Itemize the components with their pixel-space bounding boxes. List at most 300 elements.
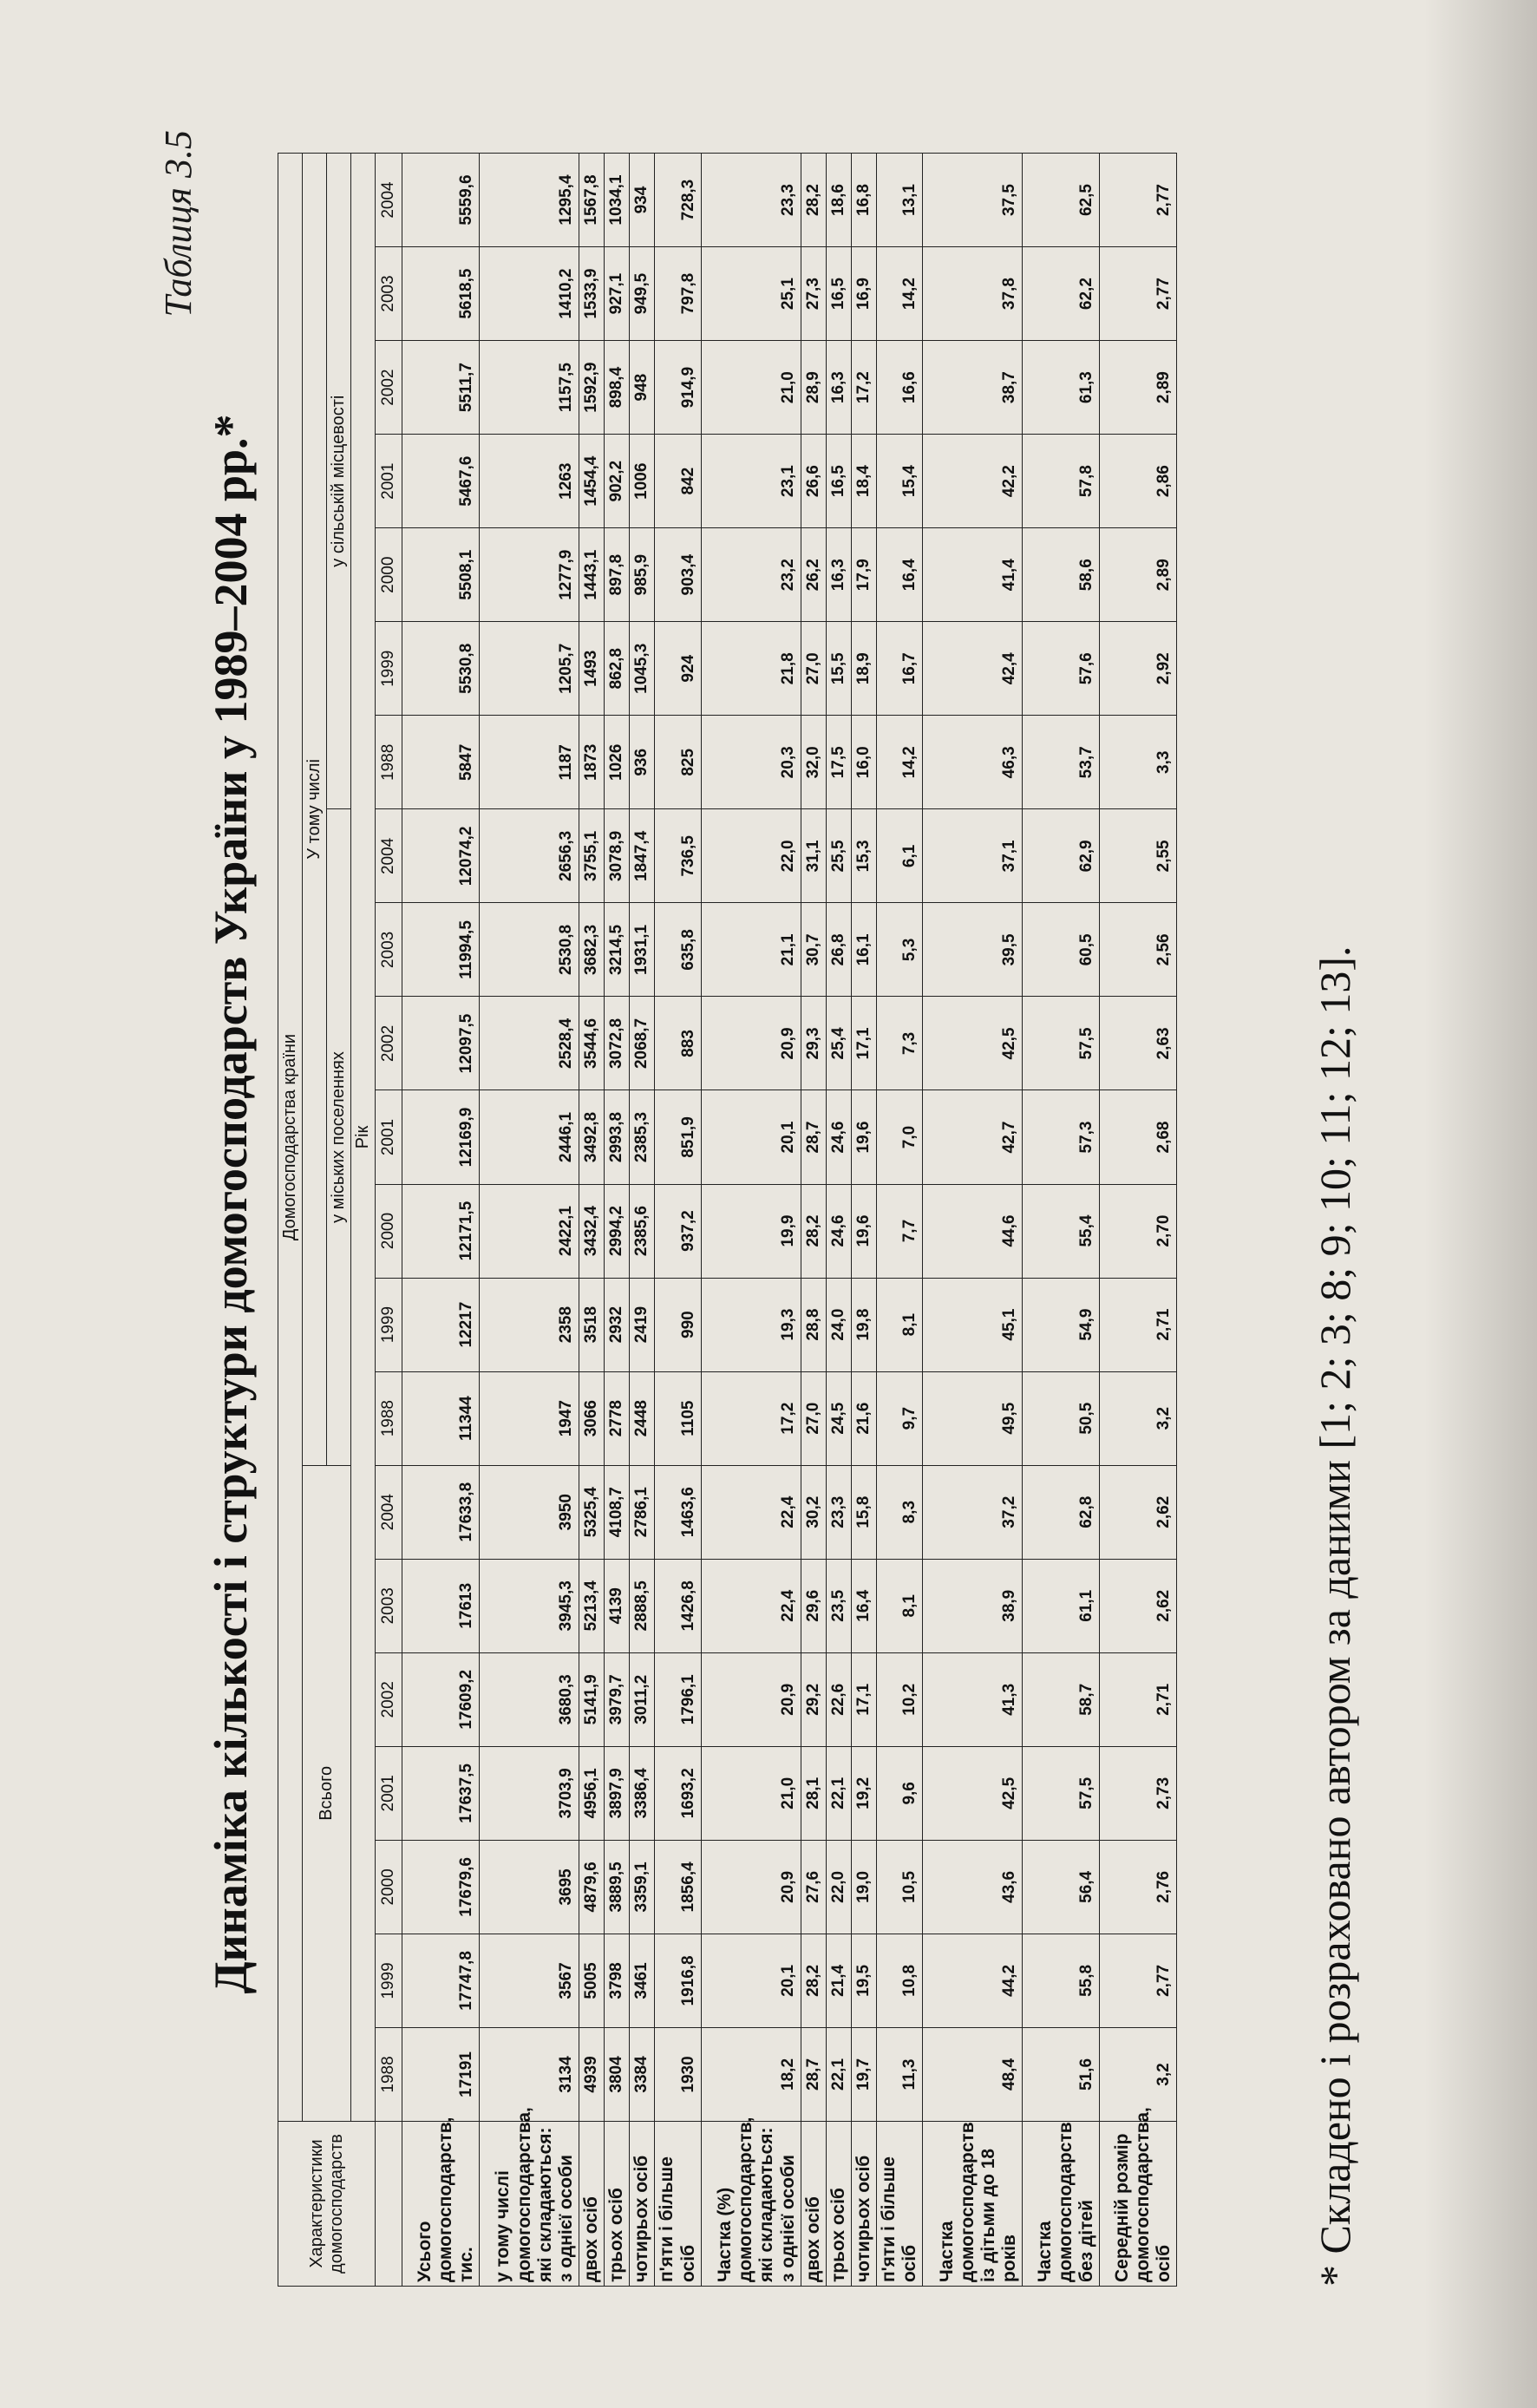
table-row: [877, 154, 923, 2287]
table-cell: 1947: [480, 1371, 579, 1465]
table-cell: 3518: [579, 1278, 605, 1371]
table-cell: 897,8: [605, 528, 630, 622]
table-cell: 1493: [579, 622, 605, 716]
table-cell: 23,1: [701, 435, 801, 528]
table-cell: 5530,8: [402, 622, 480, 716]
table-cell: 5213,4: [579, 1559, 605, 1652]
table-cell: 23,5: [826, 1559, 851, 1652]
row-label: трьох осіб: [826, 2122, 851, 2287]
table-cell: 21,6: [851, 1371, 876, 1465]
table-row: [480, 154, 579, 2287]
year-header-cell: 2002: [376, 997, 402, 1090]
table-cell: 3,2: [1100, 1371, 1177, 1465]
table-cell: 12169,9: [402, 1090, 480, 1184]
table-cell: 16,4: [877, 528, 923, 622]
households-table: [278, 153, 1177, 2287]
table-cell: 17191: [402, 2027, 480, 2121]
table-cell: 5847: [402, 716, 480, 809]
table-cell: 3544,6: [579, 997, 605, 1090]
table-cell: 2778: [605, 1371, 630, 1465]
table-cell: 12217: [402, 1278, 480, 1371]
table-cell: 39,5: [923, 903, 1023, 997]
table-cell: 18,9: [851, 622, 876, 716]
table-cell: 842: [655, 435, 701, 528]
table-cell: 3897,9: [605, 1746, 630, 1840]
table-cell: 862,8: [605, 622, 630, 716]
row-label: п'яти і більше осіб: [655, 2122, 701, 2287]
table-cell: 5559,6: [402, 154, 480, 247]
table-cell: 21,1: [701, 903, 801, 997]
year-header-cell: 2002: [376, 341, 402, 435]
table-cell: 3798: [605, 1934, 630, 2027]
table-cell: 22,0: [701, 809, 801, 903]
table-cell: 24,0: [826, 1278, 851, 1371]
table-cell: 2,71: [1100, 1652, 1177, 1746]
table-cell: 1105: [655, 1371, 701, 1465]
table-cell: 3078,9: [605, 809, 630, 903]
table-cell: 57,5: [1023, 1746, 1100, 1840]
table-cell: 51,6: [1023, 2027, 1100, 2121]
table-cell: 5141,9: [579, 1652, 605, 1746]
table-cell: 948: [630, 341, 655, 435]
table-cell: 19,2: [851, 1746, 876, 1840]
table-cell: 50,5: [1023, 1371, 1100, 1465]
year-header-cell: 1999: [376, 1278, 402, 1371]
table-cell: 28,2: [801, 1184, 826, 1278]
row-label: у тому числі домогосподарства, які складаються: з однієї особи: [480, 2122, 579, 2287]
year-header-cell: 1999: [376, 1934, 402, 2027]
table-cell: 42,4: [923, 622, 1023, 716]
table-cell: 42,7: [923, 1090, 1023, 1184]
table-cell: 797,8: [655, 247, 701, 341]
table-cell: 46,3: [923, 716, 1023, 809]
header-urban: у міських поселеннях: [327, 809, 351, 1465]
table-cell: 32,0: [801, 716, 826, 809]
table-cell: 21,0: [701, 1746, 801, 1840]
table-row: [1100, 154, 1177, 2287]
table-cell: 23,3: [701, 154, 801, 247]
table-cell: 2,62: [1100, 1559, 1177, 1652]
table-cell: 1796,1: [655, 1652, 701, 1746]
table-cell: 7,3: [877, 997, 923, 1090]
table-cell: 58,7: [1023, 1652, 1100, 1746]
row-label: двох осіб: [801, 2122, 826, 2287]
table-cell: 42,5: [923, 1746, 1023, 1840]
table-cell: 29,6: [801, 1559, 826, 1652]
table-cell: 2448: [630, 1371, 655, 1465]
table-cell: 17,2: [701, 1371, 801, 1465]
table-cell: 56,4: [1023, 1840, 1100, 1934]
table-cell: 2419: [630, 1278, 655, 1371]
table-cell: 16,3: [826, 528, 851, 622]
table-cell: 898,4: [605, 341, 630, 435]
table-cell: 17679,6: [402, 1840, 480, 1934]
row-label: Частка (%) домогосподарств, які складаються: з однієї особи: [701, 2122, 801, 2287]
table-cell: 37,5: [923, 154, 1023, 247]
table-cell: 927,1: [605, 247, 630, 341]
row-label: Середній розмір домогосподарства, осіб: [1100, 2122, 1177, 2287]
table-cell: 4139: [605, 1559, 630, 1652]
table-cell: 4939: [579, 2027, 605, 2121]
table-cell: 10,8: [877, 1934, 923, 2027]
table-cell: 27,6: [801, 1840, 826, 1934]
row-label: двох осіб: [579, 2122, 605, 2287]
table-cell: 1426,8: [655, 1559, 701, 1652]
table-cell: 42,5: [923, 997, 1023, 1090]
header-blank: [376, 2122, 402, 2287]
table-cell: 2,55: [1100, 809, 1177, 903]
table-cell: 41,4: [923, 528, 1023, 622]
table-cell: 1931,1: [630, 903, 655, 997]
year-header-cell: 2004: [376, 154, 402, 247]
table-cell: 3680,3: [480, 1652, 579, 1746]
year-header-cell: 2001: [376, 1090, 402, 1184]
table-cell: 2,77: [1100, 154, 1177, 247]
table-cell: 4956,1: [579, 1746, 605, 1840]
table-cell: 2385,3: [630, 1090, 655, 1184]
table-cell: 57,5: [1023, 997, 1100, 1090]
table-cell: 25,4: [826, 997, 851, 1090]
table-cell: 9,6: [877, 1746, 923, 1840]
year-header-cell: 2002: [376, 1652, 402, 1746]
table-cell: 42,2: [923, 435, 1023, 528]
table-cell: 16,3: [826, 341, 851, 435]
table-cell: 37,8: [923, 247, 1023, 341]
row-label: Частка домогосподарств із дітьми до 18 років: [923, 2122, 1023, 2287]
table-cell: 22,1: [826, 2027, 851, 2121]
table-row: [402, 154, 480, 2287]
table-cell: 936: [630, 716, 655, 809]
table-cell: 28,2: [801, 1934, 826, 2027]
table-cell: 16,5: [826, 435, 851, 528]
header-rural: у сільській місцевості: [327, 154, 351, 809]
header-including: У тому числі: [303, 154, 327, 1466]
table-cell: 62,5: [1023, 154, 1100, 247]
table-cell: 2,89: [1100, 528, 1177, 622]
table-cell: 43,6: [923, 1840, 1023, 1934]
table-cell: 38,7: [923, 341, 1023, 435]
row-label: трьох осіб: [605, 2122, 630, 2287]
year-header-cell: 1999: [376, 622, 402, 716]
table-cell: 22,4: [701, 1465, 801, 1559]
table-cell: 25,1: [701, 247, 801, 341]
table-cell: 20,1: [701, 1934, 801, 2027]
table-cell: 3,3: [1100, 716, 1177, 809]
table-cell: 28,2: [801, 154, 826, 247]
table-cell: 20,3: [701, 716, 801, 809]
row-label: п'яти і більше осіб: [877, 2122, 923, 2287]
table-cell: 19,9: [701, 1184, 801, 1278]
table-label: Таблиця 3.5: [157, 130, 199, 317]
table-cell: 57,3: [1023, 1090, 1100, 1184]
table-cell: 19,3: [701, 1278, 801, 1371]
table-cell: 41,3: [923, 1652, 1023, 1746]
table-cell: 28,1: [801, 1746, 826, 1840]
table-cell: 15,5: [826, 622, 851, 716]
table-cell: 11344: [402, 1371, 480, 1465]
table-cell: 3945,3: [480, 1559, 579, 1652]
table-cell: 10,2: [877, 1652, 923, 1746]
table-cell: 4879,6: [579, 1840, 605, 1934]
table-cell: 8,1: [877, 1278, 923, 1371]
table-cell: 1006: [630, 435, 655, 528]
table-cell: 3072,8: [605, 997, 630, 1090]
table-cell: 30,7: [801, 903, 826, 997]
table-cell: 12097,5: [402, 997, 480, 1090]
table-cell: 16,6: [877, 341, 923, 435]
table-cell: 3386,4: [630, 1746, 655, 1840]
table-cell: 19,5: [851, 1934, 876, 2027]
table-cell: 1443,1: [579, 528, 605, 622]
table-cell: 6,1: [877, 809, 923, 903]
table-cell: 2068,7: [630, 997, 655, 1090]
table-cell: 44,2: [923, 1934, 1023, 2027]
table-cell: 10,5: [877, 1840, 923, 1934]
table-cell: 27,0: [801, 622, 826, 716]
table-cell: 17,9: [851, 528, 876, 622]
table-cell: 2358: [480, 1278, 579, 1371]
table-cell: 883: [655, 997, 701, 1090]
table-cell: 19,8: [851, 1278, 876, 1371]
table-cell: 3011,2: [630, 1652, 655, 1746]
table-cell: 5511,7: [402, 341, 480, 435]
table-cell: 28,8: [801, 1278, 826, 1371]
table-cell: 2,70: [1100, 1184, 1177, 1278]
table-cell: 29,3: [801, 997, 826, 1090]
table-cell: 1045,3: [630, 622, 655, 716]
table-cell: 3755,1: [579, 809, 605, 903]
table-cell: 2786,1: [630, 1465, 655, 1559]
table-row: [605, 154, 630, 2287]
header-year: Рік: [351, 154, 376, 2122]
table-cell: 1205,7: [480, 622, 579, 716]
table-cell: 3682,3: [579, 903, 605, 997]
table-row: [923, 154, 1023, 2287]
table-cell: 1263: [480, 435, 579, 528]
table-cell: 20,9: [701, 1652, 801, 1746]
table-cell: 29,2: [801, 1652, 826, 1746]
table-row: [655, 154, 701, 2287]
table-cell: 8,3: [877, 1465, 923, 1559]
table-cell: 20,1: [701, 1090, 801, 1184]
table-cell: 1592,9: [579, 341, 605, 435]
table-row: [579, 154, 605, 2287]
table-cell: 3359,1: [630, 1840, 655, 1934]
table-cell: 17,1: [851, 997, 876, 1090]
table-cell: 16,4: [851, 1559, 876, 1652]
table-cell: 985,9: [630, 528, 655, 622]
table-cell: 23,3: [826, 1465, 851, 1559]
table-cell: 937,2: [655, 1184, 701, 1278]
year-header-cell: 2001: [376, 1746, 402, 1840]
table-cell: 1463,6: [655, 1465, 701, 1559]
table-cell: 902,2: [605, 435, 630, 528]
table-cell: 1930: [655, 2027, 701, 2121]
table-cell: 3804: [605, 2027, 630, 2121]
table-cell: 2,63: [1100, 997, 1177, 1090]
table-cell: 16,9: [851, 247, 876, 341]
table-cell: 19,6: [851, 1090, 876, 1184]
table-cell: 11,3: [877, 2027, 923, 2121]
table-cell: 1157,5: [480, 341, 579, 435]
table-cell: 914,9: [655, 341, 701, 435]
table-cell: 15,3: [851, 809, 876, 903]
table-cell: 3432,4: [579, 1184, 605, 1278]
table-cell: 2,76: [1100, 1840, 1177, 1934]
table-cell: 31,1: [801, 809, 826, 903]
table-cell: 22,6: [826, 1652, 851, 1746]
row-label: Частка домогосподарств без дітей: [1023, 2122, 1100, 2287]
table-cell: 3703,9: [480, 1746, 579, 1840]
table-cell: 44,6: [923, 1184, 1023, 1278]
table-cell: 18,6: [826, 154, 851, 247]
table-cell: 26,2: [801, 528, 826, 622]
table-cell: 24,6: [826, 1090, 851, 1184]
table-cell: 2422,1: [480, 1184, 579, 1278]
table-cell: 16,8: [851, 154, 876, 247]
year-header-cell: 2003: [376, 903, 402, 997]
table-cell: 18,2: [701, 2027, 801, 2121]
table-cell: 25,5: [826, 809, 851, 903]
table-cell: 26,8: [826, 903, 851, 997]
row-label: чотирьох осіб: [630, 2122, 655, 2287]
year-header-cell: 2004: [376, 809, 402, 903]
table-cell: 27,0: [801, 1371, 826, 1465]
table-cell: 2,68: [1100, 1090, 1177, 1184]
year-header-cell: 2003: [376, 247, 402, 341]
table-cell: 949,5: [630, 247, 655, 341]
table-row: [851, 154, 876, 2287]
table-cell: 14,2: [877, 247, 923, 341]
table-cell: 55,8: [1023, 1934, 1100, 2027]
row-label: Усього домогосподарств, тис.: [402, 2122, 480, 2287]
table-cell: 17633,8: [402, 1465, 480, 1559]
table-title: Динаміка кількості і структури домогосподарств України у 1989–2004 рр.*: [205, 414, 257, 1994]
table-cell: 1454,4: [579, 435, 605, 528]
header-total: Всього: [303, 1465, 351, 2121]
table-cell: 62,8: [1023, 1465, 1100, 1559]
table-cell: 2994,2: [605, 1184, 630, 1278]
table-cell: 1856,4: [655, 1840, 701, 1934]
table-row: [701, 154, 801, 2287]
table-cell: 3979,7: [605, 1652, 630, 1746]
table-cell: 45,1: [923, 1278, 1023, 1371]
table-cell: 1693,2: [655, 1746, 701, 1840]
table-cell: 12171,5: [402, 1184, 480, 1278]
table-cell: 2,89: [1100, 341, 1177, 435]
table-cell: 4108,7: [605, 1465, 630, 1559]
table-cell: 2,71: [1100, 1278, 1177, 1371]
table-cell: 62,2: [1023, 247, 1100, 341]
table-cell: 17613: [402, 1559, 480, 1652]
table-cell: 49,5: [923, 1371, 1023, 1465]
table-cell: 990: [655, 1278, 701, 1371]
table-cell: 62,9: [1023, 809, 1100, 903]
table-cell: 8,1: [877, 1559, 923, 1652]
table-cell: 30,2: [801, 1465, 826, 1559]
table-cell: 57,8: [1023, 435, 1100, 528]
table-cell: 1847,4: [630, 809, 655, 903]
row-label: чотирьох осіб: [851, 2122, 876, 2287]
table-cell: 28,7: [801, 2027, 826, 2121]
year-header-cell: 2000: [376, 1184, 402, 1278]
table-cell: 3567: [480, 1934, 579, 2027]
table-cell: 15,4: [877, 435, 923, 528]
table-cell: 17637,5: [402, 1746, 480, 1840]
table-cell: 728,3: [655, 154, 701, 247]
year-header-cell: 2000: [376, 1840, 402, 1934]
table-cell: 19,6: [851, 1184, 876, 1278]
table-cell: 60,5: [1023, 903, 1100, 997]
table-cell: 2446,1: [480, 1090, 579, 1184]
table-cell: 1533,9: [579, 247, 605, 341]
table-cell: 3134: [480, 2027, 579, 2121]
table-cell: 28,9: [801, 341, 826, 435]
table-cell: 2528,4: [480, 997, 579, 1090]
table-cell: 7,7: [877, 1184, 923, 1278]
table-cell: 2530,8: [480, 903, 579, 997]
table-cell: 23,2: [701, 528, 801, 622]
table-cell: 37,2: [923, 1465, 1023, 1559]
table-cell: 21,8: [701, 622, 801, 716]
table-cell: 28,7: [801, 1090, 826, 1184]
table-cell: 24,5: [826, 1371, 851, 1465]
table-cell: 2,86: [1100, 435, 1177, 528]
table-cell: 2,77: [1100, 247, 1177, 341]
table-cell: 17609,2: [402, 1652, 480, 1746]
table-cell: 5508,1: [402, 528, 480, 622]
table-cell: 22,1: [826, 1746, 851, 1840]
table-cell: 16,7: [877, 622, 923, 716]
table-cell: 934: [630, 154, 655, 247]
year-header-cell: 1988: [376, 1371, 402, 1465]
table-cell: 2,73: [1100, 1746, 1177, 1840]
table-cell: 1410,2: [480, 247, 579, 341]
table-cell: 61,3: [1023, 341, 1100, 435]
table-row: [801, 154, 826, 2287]
table-cell: 3461: [630, 1934, 655, 2027]
table-cell: 54,9: [1023, 1278, 1100, 1371]
table-cell: 21,4: [826, 1934, 851, 2027]
table-cell: 2385,6: [630, 1184, 655, 1278]
table-cell: 22,4: [701, 1559, 801, 1652]
table-cell: 924: [655, 622, 701, 716]
year-header-cell: 1988: [376, 716, 402, 809]
table-row: [1023, 154, 1100, 2287]
table-cell: 13,1: [877, 154, 923, 247]
table-cell: 2,56: [1100, 903, 1177, 997]
table-cell: 5325,4: [579, 1465, 605, 1559]
table-cell: 17747,8: [402, 1934, 480, 2027]
header-characteristics: Характеристики домогосподарств: [278, 2122, 376, 2287]
table-cell: 19,0: [851, 1840, 876, 1934]
table-cell: 17,5: [826, 716, 851, 809]
table-cell: 48,4: [923, 2027, 1023, 2121]
table-cell: 1295,4: [480, 154, 579, 247]
table-cell: 37,1: [923, 809, 1023, 903]
table-cell: 2,77: [1100, 1934, 1177, 2027]
table-cell: 17,2: [851, 341, 876, 435]
table-cell: 20,9: [701, 997, 801, 1090]
table-cell: 11994,5: [402, 903, 480, 997]
table-cell: 55,4: [1023, 1184, 1100, 1278]
table-cell: 38,9: [923, 1559, 1023, 1652]
table-cell: 635,8: [655, 903, 701, 997]
table-cell: 3066: [579, 1371, 605, 1465]
table-cell: 1567,8: [579, 154, 605, 247]
table-cell: 3,2: [1100, 2027, 1177, 2121]
table-cell: 1034,1: [605, 154, 630, 247]
